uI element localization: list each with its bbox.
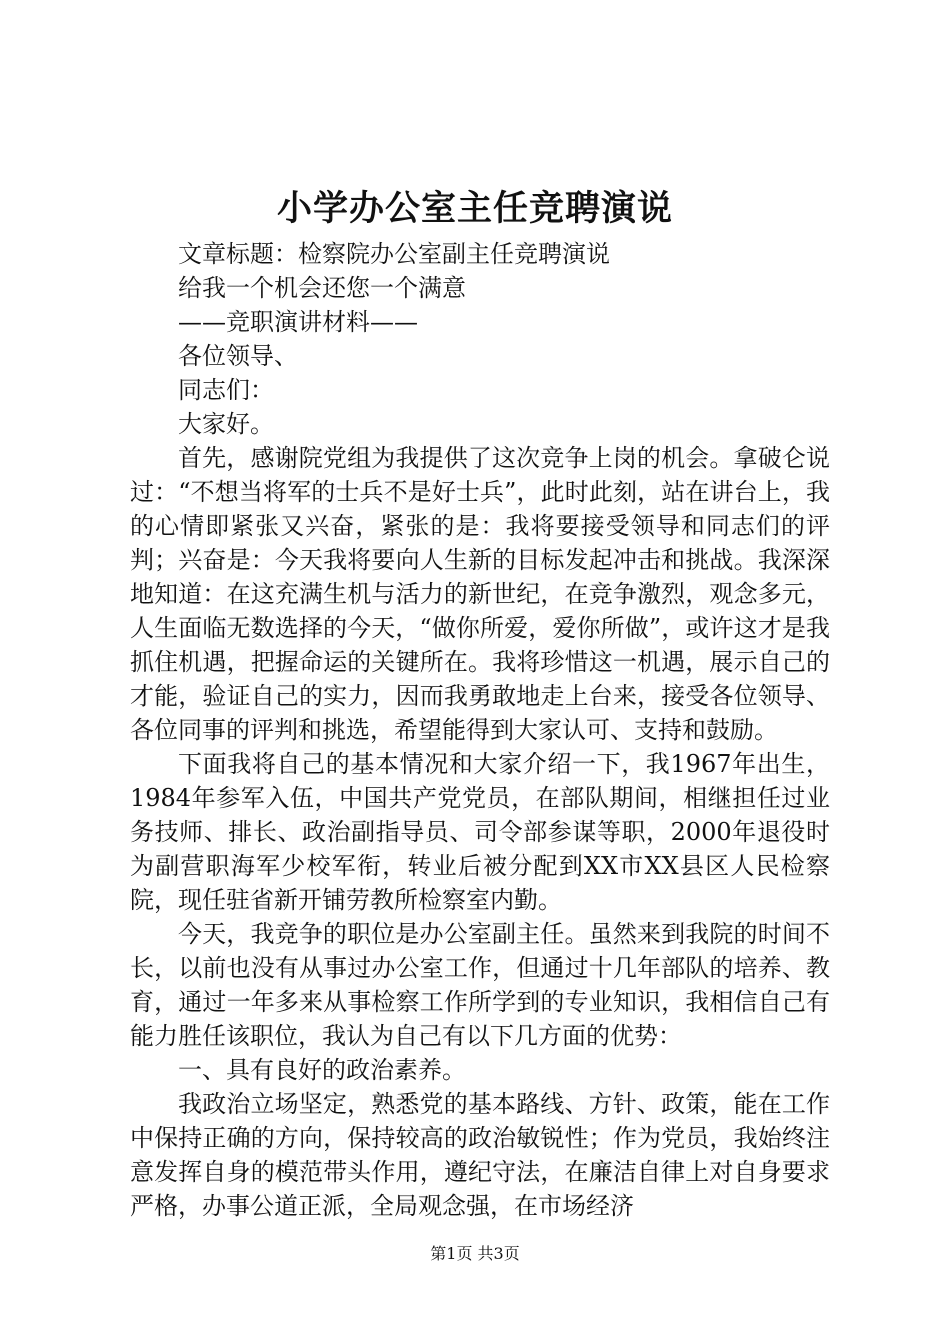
body-paragraph-political: 我政治立场坚定，熟悉党的基本路线、方针、政策，能在工作中保持正确的方向，保持较高的政治敏锐性；作为党员，我始终注意发挥自身的模范带头作用，遵纪守法，在廉洁自律上对自身要求严格，办事公道正派，全局观念强，在市场经济	[130, 1090, 830, 1220]
body-paragraph-background: 下面我将自己的基本情况和大家介绍一下，我1967年出生，1984年参军入伍，中国共产党党员，在部队期间，相继担任过业务技师、排长、政治副指导员、司令部参谋等职，2000年退役时为副营职海军少校军衔，转业后被分配到XX市XX县区人民检察院，现任驻省新开铺劳教所检察室内勤。	[130, 750, 830, 914]
greeting: 大家好。	[178, 410, 274, 438]
body-paragraph-position: 今天，我竞争的职位是办公室副主任。虽然来到我院的时间不长，以前也没有从事过办公室工作，但通过十几年部队的培养、教育，通过一年多来从事检察工作所学到的专业知识，我相信自己有能力胜任该职位，我认为自己有以下几方面的优势：	[130, 920, 830, 1050]
material-type-line: ——竞职演讲材料——	[178, 308, 418, 336]
salutation-leaders: 各位领导、	[178, 342, 298, 370]
body-paragraph-opening: 首先，感谢院党组为我提供了这次竞争上岗的机会。拿破仑说过：“不想当将军的士兵不是好士兵”，此时此刻，站在讲台上，我的心情即紧张又兴奋，紧张的是：我将要接受领导和同志们的评判；兴奋是：今天我将要向人生新的目标发起冲击和挑战。我深深地知道：在这充满生机与活力的新世纪，在竞争激烈，观念多元，人生面临无数选择的今天，“做你所爱，爱你所做”，或许这才是我抓住机遇，把握命运的关键所在。我将珍惜这一机遇，展示自己的才能，验证自己的实力，因而我勇敢地走上台来，接受各位领导、各位同事的评判和挑选，希望能得到大家认可、支持和鼓励。	[130, 444, 830, 744]
salutation-comrades: 同志们：	[178, 376, 274, 404]
document-body	[130, 237, 830, 1223]
subtitle-line: 给我一个机会还您一个满意	[178, 274, 466, 302]
section-heading-political: 一、具有良好的政治素养。	[178, 1056, 466, 1084]
article-title-line: 文章标题：检察院办公室副主任竞聘演说	[178, 240, 610, 268]
document-title: 小学办公室主任竞聘演说	[276, 188, 673, 229]
page-number-footer: 第1页 共3页	[430, 1244, 520, 1263]
